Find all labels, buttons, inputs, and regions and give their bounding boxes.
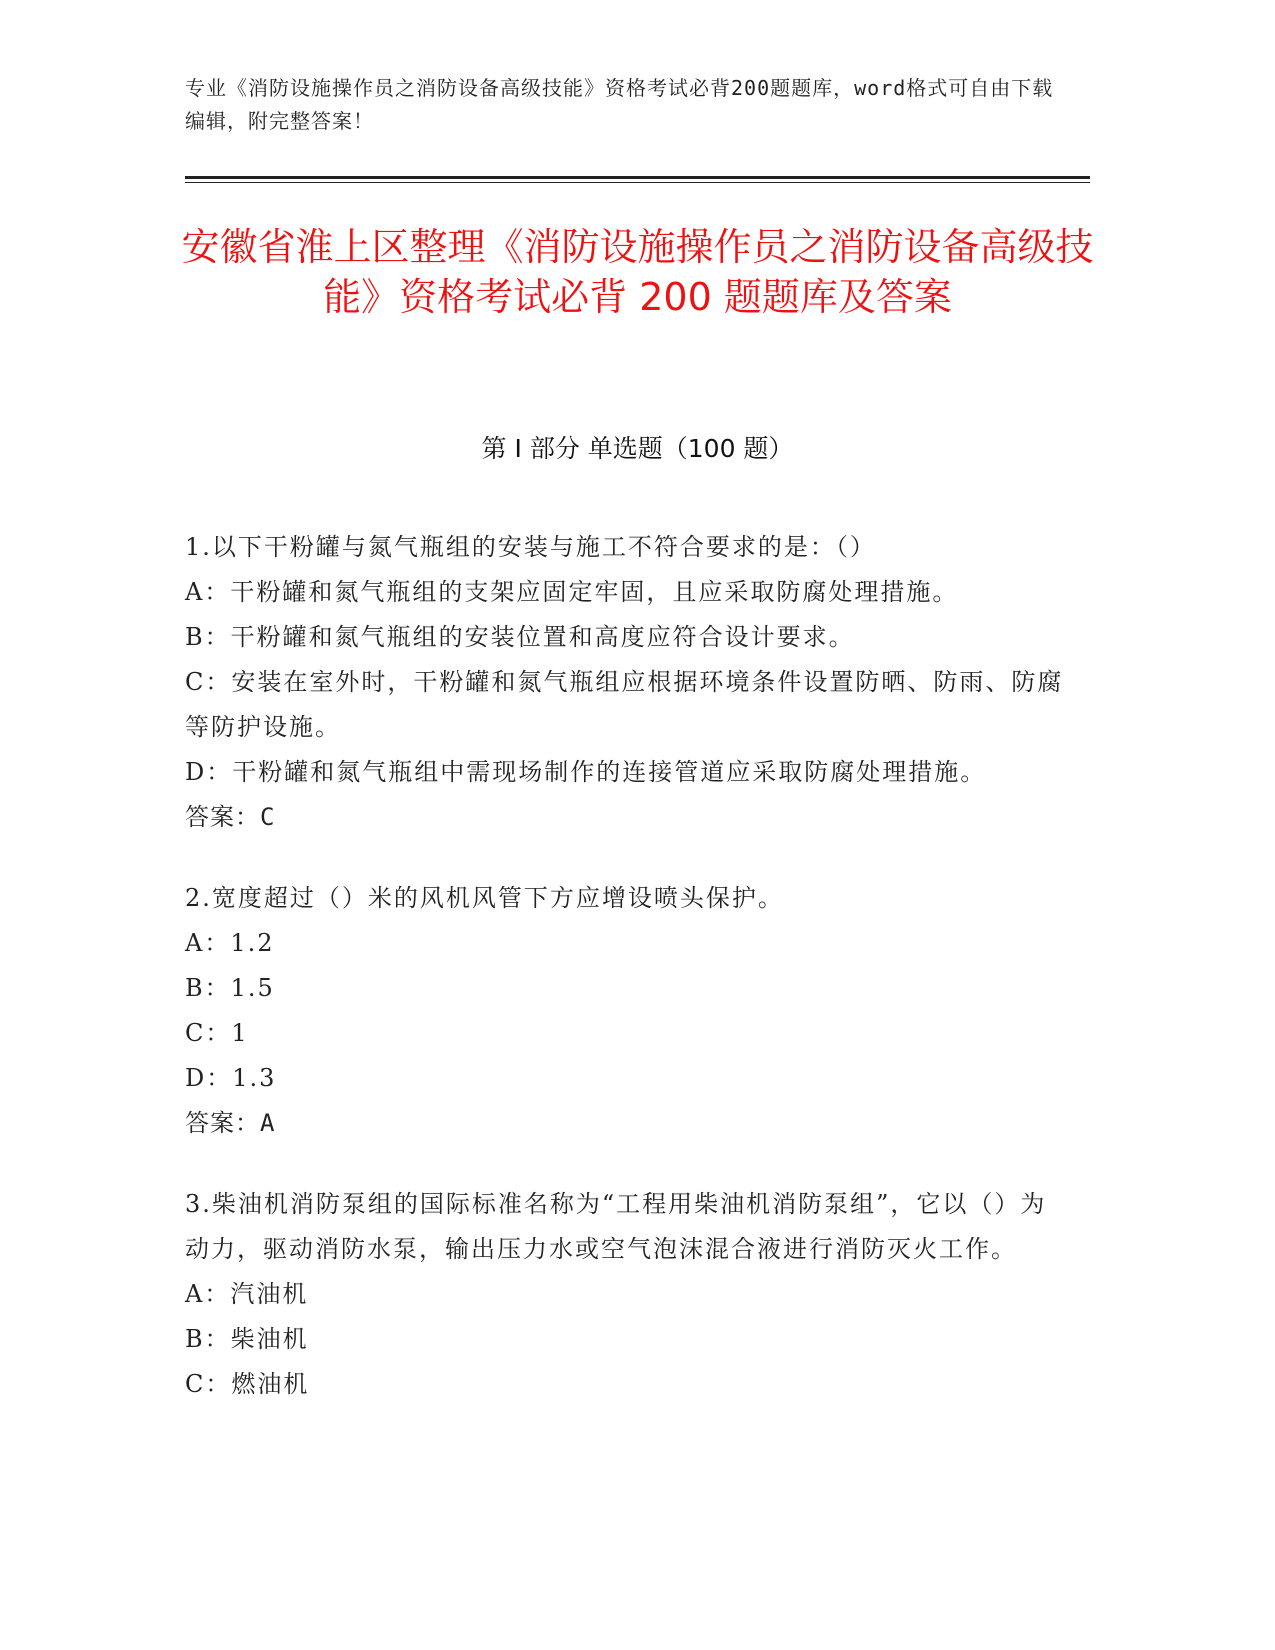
question-2 (185, 876, 1065, 1146)
header-note: 专业《消防设施操作员之消防设备高级技能》资格考试必背200题题库，word格式可自由下载编辑，附完整答案！ (185, 76, 1054, 133)
option-d: D：干粉罐和氮气瓶组中需现场制作的连接管道应采取防腐处理措施。 (185, 758, 987, 786)
answer-line (185, 1101, 1065, 1146)
document-title: 安徽省淮上区整理《消防设施操作员之消防设备高级技能》资格考试必背 200 题题库及答案 (181, 225, 1094, 319)
header-divider-thin (185, 182, 1090, 183)
answer-value: A (260, 1109, 276, 1137)
option-c: C：1 (185, 1019, 249, 1047)
question-1 (185, 525, 1065, 840)
question-stem: 3.柴油机消防泵组的国际标准名称为“工程用柴油机消防泵组”，它以（）为动力，驱动消防水泵，输出压力水或空气泡沫混合液进行消防灭火工作。 (185, 1190, 1047, 1263)
section-title: 第 I 部分 单选题（100 题） (481, 434, 794, 463)
answer-label: 答案： (185, 1109, 260, 1137)
option-b: B：干粉罐和氮气瓶组的安装位置和高度应符合设计要求。 (185, 623, 855, 651)
option-c: C：安装在室外时，干粉罐和氮气瓶组应根据环境条件设置防晒、防雨、防腐等防护设施。 (185, 668, 1064, 741)
option-d: D：1.3 (185, 1064, 277, 1092)
option-c: C：燃油机 (185, 1370, 310, 1398)
header-divider-thick (185, 176, 1090, 179)
question-stem: 1.以下干粉罐与氮气瓶组的安装与施工不符合要求的是：（） (185, 533, 876, 561)
option-b: B：1.5 (185, 974, 275, 1002)
option-a: A：汽油机 (185, 1280, 309, 1308)
question-list (185, 525, 1065, 1443)
answer-line (185, 795, 1065, 840)
answer-value: C (260, 803, 276, 831)
option-a: A：干粉罐和氮气瓶组的支架应固定牢固，且应采取防腐处理措施。 (185, 578, 959, 606)
answer-label: 答案： (185, 803, 260, 831)
option-a: A：1.2 (185, 929, 275, 957)
question-stem: 2.宽度超过（）米的风机风管下方应增设喷头保护。 (185, 884, 784, 912)
question-3 (185, 1182, 1065, 1407)
option-b: B：柴油机 (185, 1325, 309, 1353)
